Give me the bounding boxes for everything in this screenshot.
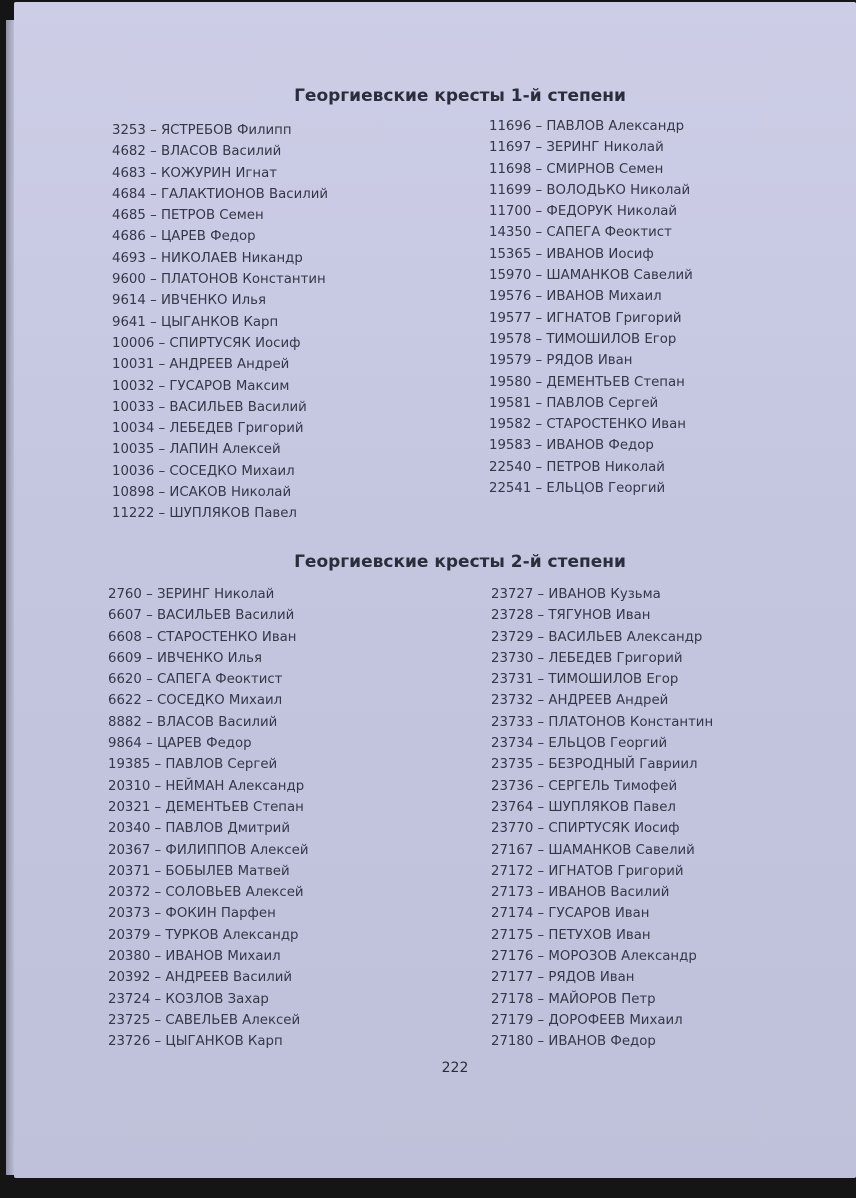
award-entry: 11697 – ЗЕРИНГ Николай xyxy=(489,140,664,156)
award-entry: 4685 – ПЕТРОВ Семен xyxy=(112,208,264,224)
award-entry: 20310 – НЕЙМАН Александр xyxy=(108,778,305,794)
award-entry: 19576 – ИВАНОВ Михаил xyxy=(489,289,662,305)
award-entry: 27176 – МОРОЗОВ Александр xyxy=(491,949,697,965)
award-entry: 27179 – ДОРОФЕЕВ Михаил xyxy=(491,1012,683,1028)
award-entry: 4684 – ГАЛАКТИОНОВ Василий xyxy=(112,186,329,202)
section-title-second-degree: Георгиевские кресты 2-й степени xyxy=(294,552,626,572)
award-entry: 20379 – ТУРКОВ Александр xyxy=(108,927,299,943)
award-entry: 19582 – СТАРОСТЕНКО Иван xyxy=(489,417,686,433)
award-entry: 23732 – АНДРЕЕВ Андрей xyxy=(491,693,669,709)
award-entry: 6607 – ВАСИЛЬЕВ Василий xyxy=(108,608,295,624)
award-entry: 20367 – ФИЛИППОВ Алексей xyxy=(108,842,309,858)
award-entry: 20373 – ФОКИН Парфен xyxy=(108,906,276,922)
award-entry: 23736 – СЕРГЕЛЬ Тимофей xyxy=(491,778,678,794)
award-entry: 20321 – ДЕМЕНТЬЕВ Степан xyxy=(108,799,304,815)
award-entry: 27178 – МАЙОРОВ Петр xyxy=(491,991,656,1007)
award-entry: 19579 – РЯДОВ Иван xyxy=(489,353,633,369)
second-degree-list-right xyxy=(491,584,713,1053)
award-entry: 4686 – ЦАРЕВ Федор xyxy=(112,229,256,245)
first-degree-list-right xyxy=(489,116,693,499)
award-entry: 10006 – СПИРТУСЯК Иосиф xyxy=(112,335,301,351)
award-entry: 10034 – ЛЕБЕДЕВ Григорий xyxy=(112,421,304,437)
page-number: 222 xyxy=(441,1060,469,1076)
award-entry: 6609 – ИВЧЕНКО Илья xyxy=(108,650,262,666)
award-entry: 10033 – ВАСИЛЬЕВ Василий xyxy=(112,399,307,415)
second-degree-list-left xyxy=(108,584,309,1053)
award-entry: 23725 – САВЕЛЬЕВ Алексей xyxy=(108,1012,301,1028)
award-entry: 9641 – ЦЫГАНКОВ Карп xyxy=(112,314,279,330)
award-entry: 23729 – ВАСИЛЬЕВ Александр xyxy=(491,629,703,645)
award-entry: 27175 – ПЕТУХОВ Иван xyxy=(491,927,651,943)
award-entry: 14350 – САПЕГА Феоктист xyxy=(489,225,672,241)
award-entry: 27173 – ИВАНОВ Василий xyxy=(491,885,670,901)
award-entry: 23735 – БЕЗРОДНЫЙ Гавриил xyxy=(491,757,698,773)
award-entry: 23764 – ШУПЛЯКОВ Павел xyxy=(491,799,676,815)
award-entry: 19577 – ИГНАТОВ Григорий xyxy=(489,310,682,326)
award-entry: 10036 – СОСЕДКО Михаил xyxy=(112,463,295,479)
award-entry: 10898 – ИСАКОВ Николай xyxy=(112,485,292,501)
award-entry: 19583 – ИВАНОВ Федор xyxy=(489,438,654,454)
award-entry: 11222 – ШУПЛЯКОВ Павел xyxy=(112,506,297,522)
award-entry: 15365 – ИВАНОВ Иосиф xyxy=(489,246,654,262)
award-entry: 9864 – ЦАРЕВ Федор xyxy=(108,736,252,752)
award-entry: 23734 – ЕЛЬЦОВ Георгий xyxy=(491,736,668,752)
award-entry: 23727 – ИВАНОВ Кузьма xyxy=(491,587,661,602)
award-entry: 10032 – ГУСАРОВ Максим xyxy=(112,378,290,394)
award-entry: 20340 – ПАВЛОВ Дмитрий xyxy=(108,821,290,837)
award-entry: 23726 – ЦЫГАНКОВ Карп xyxy=(108,1034,283,1050)
award-entry: 19578 – ТИМОШИЛОВ Егор xyxy=(489,331,677,347)
award-entry: 23770 – СПИРТУСЯК Иосиф xyxy=(491,821,680,837)
award-entry: 11696 – ПАВЛОВ Александр xyxy=(489,119,685,134)
award-entry: 23728 – ТЯГУНОВ Иван xyxy=(491,608,651,624)
award-entry: 4693 – НИКОЛАЕВ Никандр xyxy=(112,250,303,266)
award-entry: 2760 – ЗЕРИНГ Николай xyxy=(108,587,275,602)
award-entry: 23724 – КОЗЛОВ Захар xyxy=(108,991,269,1007)
award-entry: 22541 – ЕЛЬЦОВ Георгий xyxy=(489,481,666,497)
award-entry: 10031 – АНДРЕЕВ Андрей xyxy=(112,357,290,373)
award-entry: 8882 – ВЛАСОВ Василий xyxy=(108,714,278,730)
award-entry: 20380 – ИВАНОВ Михаил xyxy=(108,949,281,965)
award-entry: 27177 – РЯДОВ Иван xyxy=(491,970,635,986)
award-entry: 6620 – САПЕГА Феоктист xyxy=(108,672,283,688)
award-entry: 11699 – ВОЛОДЬКО Николай xyxy=(489,182,691,198)
award-entry: 11698 – СМИРНОВ Семен xyxy=(489,161,664,177)
award-entry: 23730 – ЛЕБЕДЕВ Григорий xyxy=(491,650,683,666)
section-title-first-degree: Георгиевские кресты 1-й степени xyxy=(294,86,626,106)
first-degree-list-left xyxy=(112,120,328,525)
award-entry: 23731 – ТИМОШИЛОВ Егор xyxy=(491,672,679,688)
award-entry: 9614 – ИВЧЕНКО Илья xyxy=(112,293,266,309)
award-entry: 22540 – ПЕТРОВ Николай xyxy=(489,459,665,475)
award-entry: 6622 – СОСЕДКО Михаил xyxy=(108,693,283,709)
award-entry: 4683 – КОЖУРИН Игнат xyxy=(112,165,277,181)
award-entry: 6608 – СТАРОСТЕНКО Иван xyxy=(108,629,297,645)
award-entry: 4682 – ВЛАСОВ Василий xyxy=(112,144,282,160)
award-entry: 19385 – ПАВЛОВ Сергей xyxy=(108,757,278,773)
award-entry: 27167 – ШАМАНКОВ Савелий xyxy=(491,842,695,858)
award-entry: 23733 – ПЛАТОНОВ Константин xyxy=(491,714,714,730)
award-entry: 15970 – ШАМАНКОВ Савелий xyxy=(489,268,693,284)
award-entry: 20392 – АНДРЕЕВ Василий xyxy=(108,970,293,986)
award-entry: 11700 – ФЕДОРУК Николай xyxy=(489,204,677,220)
award-entry: 27174 – ГУСАРОВ Иван xyxy=(491,906,650,922)
award-entry: 10035 – ЛАПИН Алексей xyxy=(112,442,281,458)
award-entry: 27180 – ИВАНОВ Федор xyxy=(491,1034,656,1050)
award-entry: 3253 – ЯСТРЕБОВ Филипп xyxy=(112,123,292,138)
award-entry: 9600 – ПЛАТОНОВ Константин xyxy=(112,272,326,288)
award-entry: 27172 – ИГНАТОВ Григорий xyxy=(491,863,684,879)
award-entry: 20372 – СОЛОВЬЕВ Алексей xyxy=(108,885,304,901)
award-entry: 19581 – ПАВЛОВ Сергей xyxy=(489,395,659,411)
award-entry: 19580 – ДЕМЕНТЬЕВ Степан xyxy=(489,374,685,390)
award-entry: 20371 – БОБЫЛЕВ Матвей xyxy=(108,863,290,879)
